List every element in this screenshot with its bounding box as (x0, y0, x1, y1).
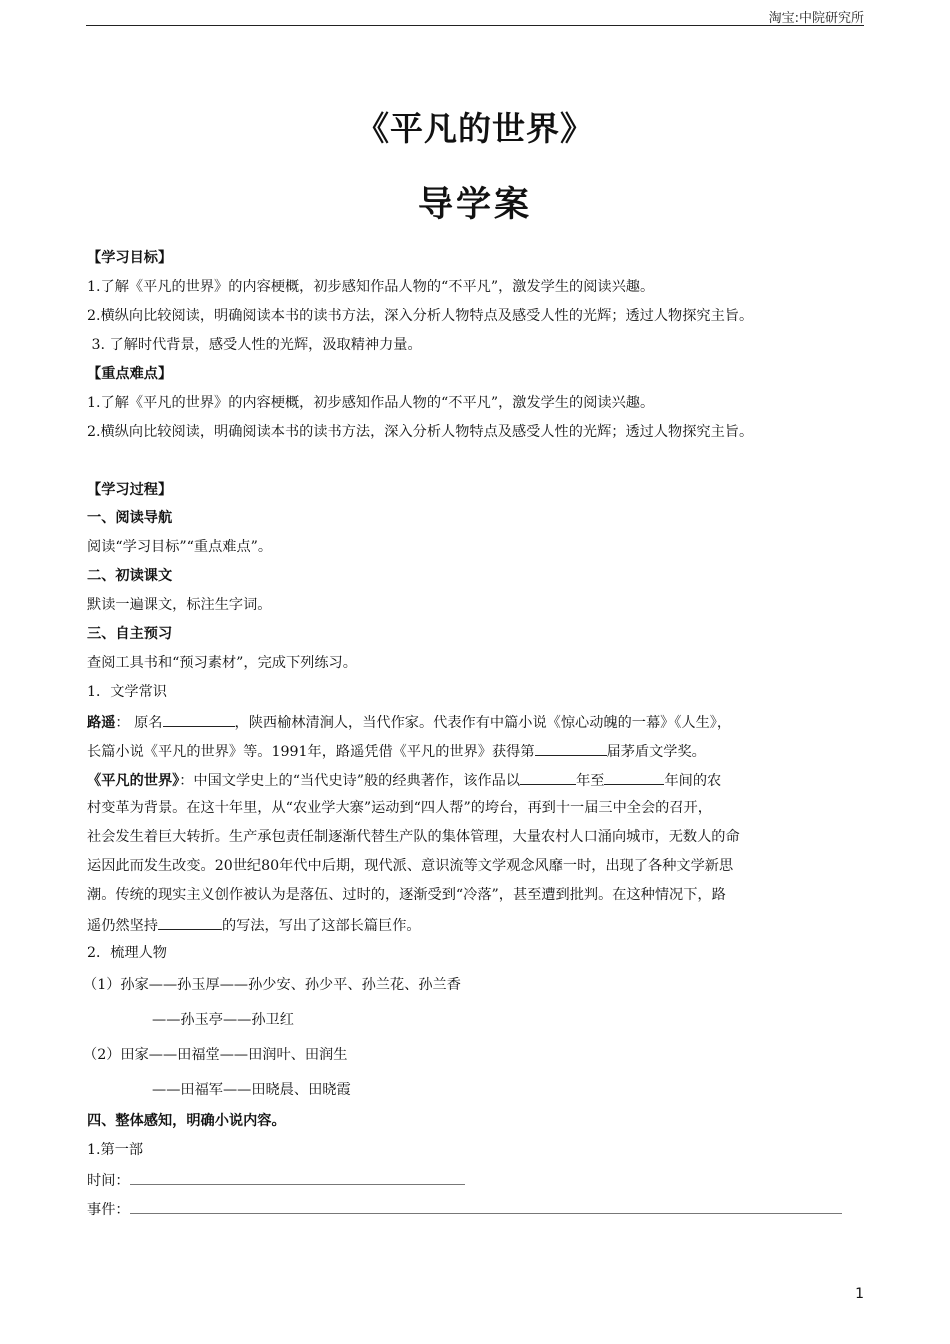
subsection-literature: 1．文学常识 (87, 684, 167, 700)
luyao-label: 路遥 (87, 715, 116, 731)
novel-line-6 (87, 914, 421, 936)
blank-award-number[interactable] (535, 740, 607, 756)
section-3-heading: 三、自主预习 (87, 626, 173, 642)
header-source: 淘宝:中院研究所 (768, 11, 864, 26)
novel-text-6a: 遥仍然坚持 (87, 918, 158, 934)
luyao-text-1a: 原名 (134, 715, 163, 731)
keypoints-heading: 【重点难点】 (87, 366, 173, 382)
event-line (87, 1198, 842, 1220)
section-2-text: 默读一遍课文，标注生字词。 (87, 597, 272, 613)
novel-line-5: 潮。传统的现实主义创作被认为是落伍、过时的，逐渐受到“冷落”，甚至遭到批判。在这种情况下，路 (87, 887, 726, 903)
novel-text-1a: 中国文学史上的“当代史诗”般的经典著作，该作品以 (193, 773, 521, 789)
novel-text-1b: 年至 (576, 773, 605, 789)
keypoint-item-1: 1.了解《平凡的世界》的内容梗概，初步感知作品人物的“不平凡”，激发学生的阅读兴趣。 (87, 395, 655, 411)
family-tian-line-2: ——田福军——田晓晨、田晓霞 (152, 1082, 351, 1098)
blank-start-year[interactable] (520, 769, 576, 785)
process-heading: 【学习过程】 (87, 482, 173, 498)
blank-real-name[interactable] (163, 711, 235, 727)
section-2-heading: 二、初读课文 (87, 568, 173, 584)
section-4-heading: 四、整体感知，明确小说内容。 (87, 1113, 286, 1129)
goals-heading: 【学习目标】 (87, 250, 173, 266)
section-1-text: 阅读“学习目标”“重点难点”。 (87, 539, 273, 555)
luyao-text-2b: 届茅盾文学奖。 (606, 744, 706, 760)
luyao-line-1 (87, 711, 731, 733)
header-rule (86, 25, 864, 26)
time-label: 时间： (87, 1173, 130, 1189)
blank-time[interactable] (130, 1169, 465, 1185)
goal-item-1: 1.了解《平凡的世界》的内容梗概，初步感知作品人物的“不平凡”，激发学生的阅读兴趣。 (87, 279, 655, 295)
event-label: 事件： (87, 1202, 130, 1218)
page-number: 1 (855, 1286, 864, 1302)
novel-label: 《平凡的世界》 (87, 773, 180, 789)
keypoint-item-2: 2.横纵向比较阅读，明确阅读本书的读书方法，深入分析人物特点及感受人性的光辉；透过人物探究主旨。 (87, 424, 754, 440)
time-line (87, 1169, 465, 1191)
luyao-text-2a: 长篇小说《平凡的世界》等。1991年，路遥凭借《平凡的世界》获得第 (87, 744, 535, 760)
luyao-text-1b: ，陕西榆林清涧人，当代作家。代表作有中篇小说《惊心动魄的一幕》《人生》， (234, 715, 732, 731)
luyao-colon: ： (115, 715, 130, 731)
blank-end-year[interactable] (604, 769, 664, 785)
blank-writing-style[interactable] (158, 914, 222, 930)
novel-line-1 (87, 769, 721, 791)
family-tian-line-1: （2）田家——田福堂——田润叶、田润生 (83, 1047, 348, 1063)
section-3-text: 查阅工具书和“预习素材”，完成下列练习。 (87, 655, 357, 671)
family-sun-line-1: （1）孙家——孙玉厚——孙少安、孙少平、孙兰花、孙兰香 (83, 977, 461, 993)
subsection-characters: 2．梳理人物 (87, 945, 167, 961)
page-subtitle: 导学案 (417, 185, 532, 225)
goal-item-3: 3. 了解时代背景，感受人性的光辉，汲取精神力量。 (87, 337, 422, 353)
goal-item-2: 2.横纵向比较阅读，明确阅读本书的读书方法，深入分析人物特点及感受人性的光辉；透过人物探究主旨。 (87, 308, 754, 324)
novel-line-3: 社会发生着巨大转折。生产承包责任制逐渐代替生产队的集体管理，大量农村人口涌向城市，无数人的命 (87, 829, 740, 845)
section-1-heading: 一、阅读导航 (87, 510, 173, 526)
novel-colon: ： (179, 773, 194, 789)
novel-text-1c: 年间的农 (664, 773, 722, 789)
blank-event[interactable] (130, 1198, 842, 1214)
page-title: 《平凡的世界》 (356, 109, 594, 148)
novel-text-6b: 的写法，写出了这部长篇巨作。 (221, 918, 421, 934)
luyao-line-2 (87, 740, 706, 762)
part-one-label: 1.第一部 (87, 1142, 144, 1158)
novel-line-4: 运因此而发生改变。20世纪80年代中后期，现代派、意识流等文学观念风靡一时，出现了各种文学新思 (87, 858, 734, 874)
novel-line-2: 村变革为背景。在这十年里，从“农业学大寨”运动到“四人帮”的垮台，再到十一届三中全会的召开， (87, 800, 712, 816)
family-sun-line-2: ——孙玉亭——孙卫红 (152, 1012, 294, 1028)
